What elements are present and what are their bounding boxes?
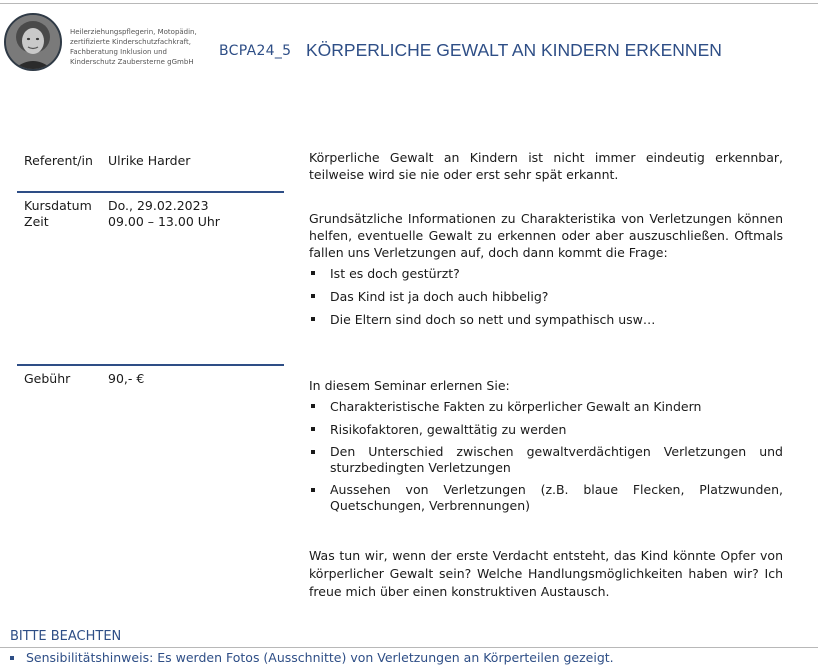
description-intro: Körperliche Gewalt an Kindern ist nicht immer eindeutig erkennbar, teilweise wird sie nie oder erst sehr spät erkannt.	[309, 150, 783, 182]
divider	[17, 364, 284, 366]
description-learn-block	[309, 377, 783, 514]
referent-value: Ulrike Harder	[108, 153, 191, 168]
time-label: Zeit	[24, 213, 49, 229]
list-item: Ist es doch gestürzt?	[309, 265, 783, 282]
fee-value: 90,- €	[108, 371, 145, 386]
description-closing: Was tun wir, wenn der erste Verdacht entsteht, das Kind könnte Opfer von körperlicher Gewalt sein? Welche Handlungsmöglichkeiten haben wir? Ich freue mich über einen konstruktiven Austausch.	[309, 548, 783, 599]
notice-title: BITTE BEACHTEN	[10, 629, 122, 644]
divider	[17, 191, 284, 193]
list-item: Risikofaktoren, gewalttätig zu werden	[309, 421, 783, 438]
list-item: Die Eltern sind doch so nett und sympathisch usw…	[309, 311, 783, 328]
notice-item-text: Sensibilitätshinweis: Es werden Fotos (Ausschnitte) von Verletzungen an Körperteilen gezeigt.	[26, 650, 614, 665]
date-label: Kursdatum	[24, 198, 92, 213]
learn-intro: In diesem Seminar erlernen Sie:	[309, 378, 510, 393]
bullet-square-icon	[10, 656, 14, 660]
date-value: Do., 29.02.2023	[108, 198, 209, 213]
presenter-bio-line: Heilerziehungspflegerin, Motopädin,	[70, 28, 197, 36]
referent-block	[17, 153, 284, 169]
presenter-bio-line: zertifizierte Kinderschutzfachkraft,	[70, 38, 191, 46]
description-closing-block	[309, 547, 783, 601]
referent-label: Referent/in	[24, 153, 93, 168]
presenter-bio	[70, 27, 220, 67]
date-block	[17, 198, 284, 229]
notice-rule	[0, 647, 818, 648]
learn-list	[309, 398, 783, 514]
list-item: Den Unterschied zwischen gewaltverdächtigen Verletzungen und sturzbedingten Verletzungen	[309, 444, 783, 476]
course-title: KÖRPERLICHE GEWALT AN KINDERN ERKENNEN	[306, 40, 722, 60]
top-rule	[0, 3, 818, 4]
presenter-bio-line: Fachberatung Inklusion und	[70, 48, 167, 56]
description-basics-block	[309, 210, 783, 328]
list-item: Das Kind ist ja doch auch hibbelig?	[309, 288, 783, 305]
list-item: Charakteristische Fakten zu körperlicher Gewalt an Kindern	[309, 398, 783, 415]
presenter-bio-line: Kinderschutz Zaubersterne gGmbH	[70, 58, 194, 66]
fee-block	[17, 371, 284, 387]
presenter-avatar	[4, 13, 62, 71]
description-basics: Grundsätzliche Informationen zu Charakteristika von Verletzungen können helfen, eventuelle Gewalt zu erkennen oder aber auszuschließen. Oftmals fallen uns Verletzungen auf, doch dann kommt die Frage:	[309, 211, 783, 260]
description-intro-block	[309, 149, 783, 183]
notice-item	[10, 650, 614, 665]
fee-label: Gebühr	[24, 371, 71, 386]
time-value: 09.00 – 13.00 Uhr	[108, 213, 220, 229]
course-code: BCPA24_5	[219, 43, 292, 59]
question-list	[309, 265, 783, 328]
list-item: Aussehen von Verletzungen (z.B. blaue Flecken, Platzwunden, Quetschungen, Verbrennungen)	[309, 482, 783, 514]
